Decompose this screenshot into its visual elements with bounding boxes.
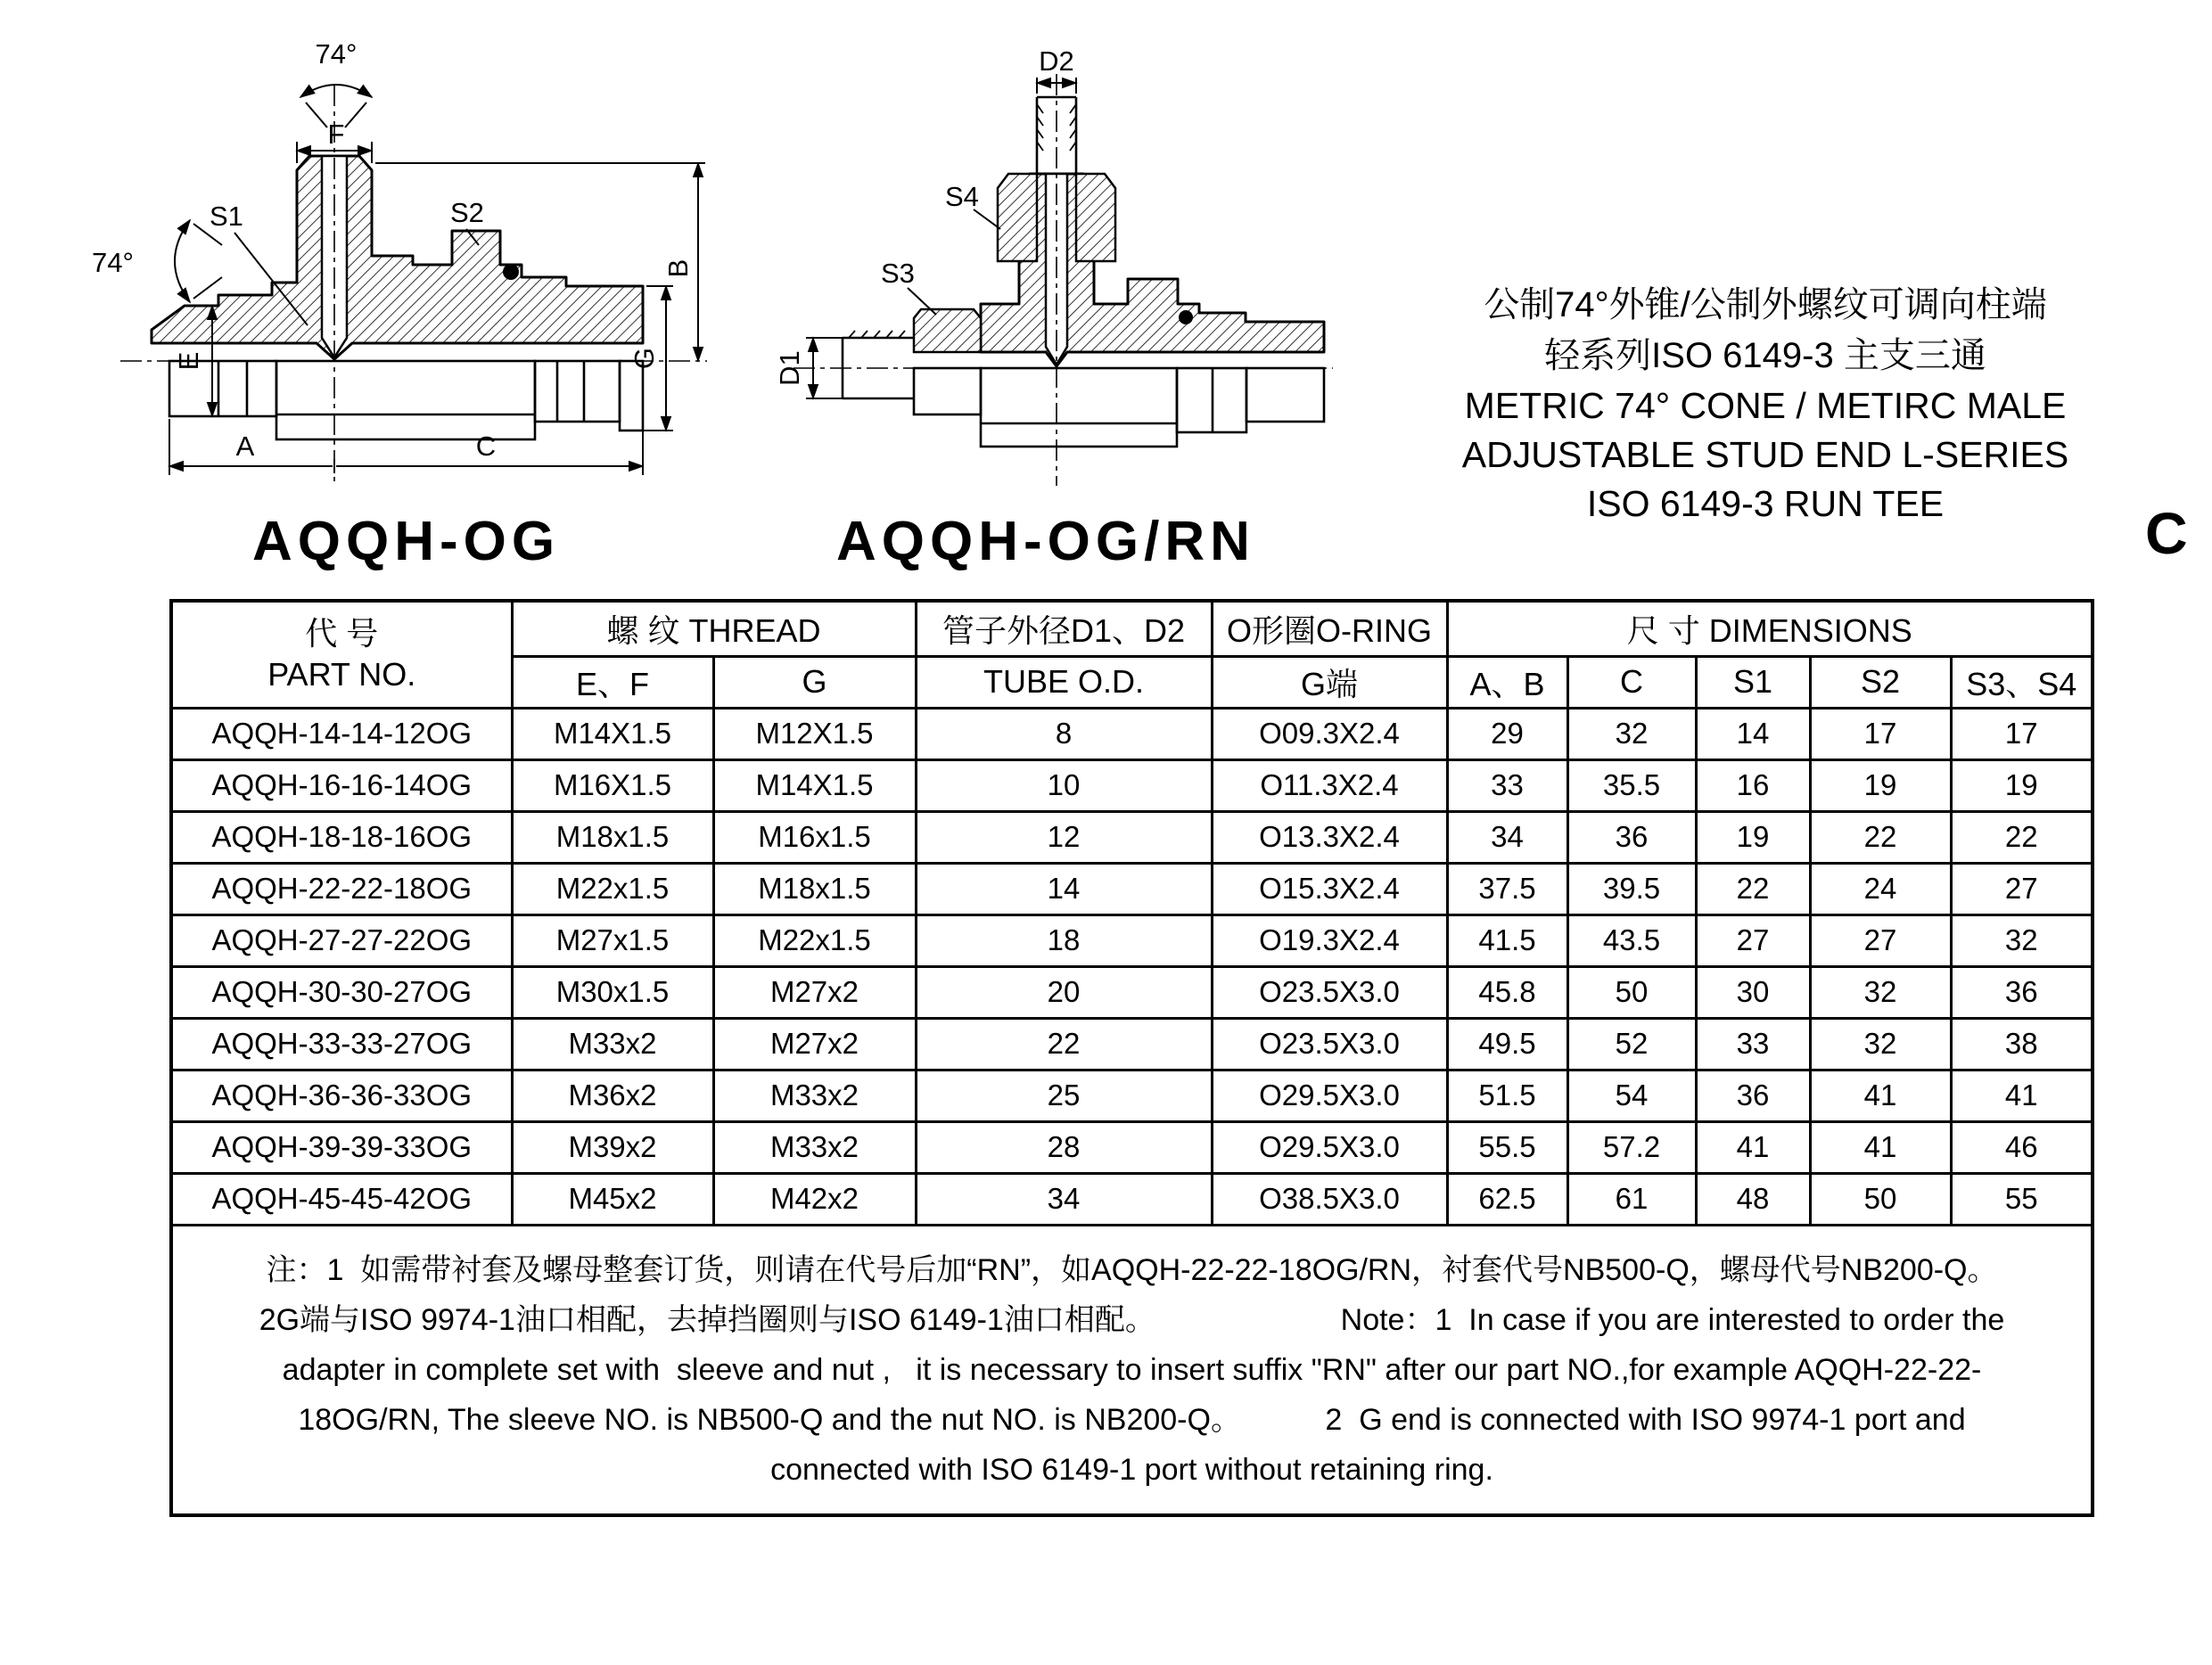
table-cell: 57.2	[1567, 1121, 1696, 1173]
table-cell: O13.3X2.4	[1212, 811, 1447, 863]
table-cell: AQQH-18-18-16OG	[171, 811, 512, 863]
table-cell: 41	[1696, 1121, 1810, 1173]
table-cell: 36	[1951, 966, 2093, 1018]
table-cell: AQQH-36-36-33OG	[171, 1070, 512, 1121]
table-row	[171, 915, 2093, 966]
table-row	[171, 1018, 2093, 1070]
dim-g-label: G	[629, 347, 660, 370]
table-cell: 51.5	[1447, 1070, 1567, 1121]
table-cell: 22	[1810, 811, 1951, 863]
table-row	[171, 1070, 2093, 1121]
note-line: connected with ISO 6149-1 port without retaining ring.	[770, 1452, 1493, 1487]
notes-block	[171, 1225, 2093, 1515]
table-row	[171, 708, 2093, 759]
dim-s1-label: S1	[210, 201, 243, 232]
table-cell: 29	[1447, 708, 1567, 759]
table-cell: 45.8	[1447, 966, 1567, 1018]
header-part-no	[171, 601, 512, 708]
table-cell: 14	[1696, 708, 1810, 759]
title-en-line3: ISO 6149-3 RUN TEE	[1586, 483, 1945, 524]
header-ab: A、B	[1447, 656, 1567, 708]
table-cell: 41	[1810, 1070, 1951, 1121]
dim-c-label: C	[475, 431, 497, 462]
dim-f-label: F	[327, 119, 345, 150]
table-row	[171, 811, 2093, 863]
table-cell: 27	[1951, 863, 2093, 915]
table-cell: M30x1.5	[512, 966, 713, 1018]
table-cell: 22	[916, 1018, 1212, 1070]
spec-table	[169, 599, 2094, 1517]
table-cell: 50	[1810, 1173, 1951, 1225]
table-cell: M14X1.5	[512, 708, 713, 759]
table-cell: 19	[1951, 759, 2093, 811]
table-cell: 30	[1696, 966, 1810, 1018]
header-dimensions: 尺 寸 DIMENSIONS	[1447, 601, 2093, 656]
table-cell: O23.5X3.0	[1212, 966, 1447, 1018]
note-line: 2G端与ISO 9974-1油口相配，去掉挡圈则与ISO 6149-1油口相配。 Note：1 In case if you are interested to order the	[259, 1302, 2005, 1337]
table-cell: 50	[1567, 966, 1696, 1018]
table-cell: 22	[1696, 863, 1810, 915]
o-ring-dot	[1179, 310, 1193, 324]
table-cell: M16x1.5	[713, 811, 916, 863]
table-cell: 19	[1810, 759, 1951, 811]
table-cell: M45x2	[512, 1173, 713, 1225]
table-cell: 32	[1810, 1018, 1951, 1070]
table-cell: AQQH-30-30-27OG	[171, 966, 512, 1018]
table-cell: 52	[1567, 1018, 1696, 1070]
title-en-line1: METRIC 74° CONE / METIRC MALE	[1464, 385, 2067, 426]
header-part-no-zh: 代 号	[305, 615, 379, 652]
table-cell: 28	[916, 1121, 1212, 1173]
table-cell: 36	[1567, 811, 1696, 863]
dim-e-label: E	[173, 351, 204, 371]
table-cell: 38	[1951, 1018, 2093, 1070]
table-cell: 27	[1696, 915, 1810, 966]
table-cell: 32	[1567, 708, 1696, 759]
table-cell: 24	[1810, 863, 1951, 915]
table-cell: AQQH-16-16-14OG	[171, 759, 512, 811]
table-cell: 39.5	[1567, 863, 1696, 915]
header-ef: E、F	[512, 656, 713, 708]
table-cell: AQQH-45-45-42OG	[171, 1173, 512, 1225]
table-cell: AQQH-14-14-12OG	[171, 708, 512, 759]
table-cell: 55.5	[1447, 1121, 1567, 1173]
table-row	[171, 759, 2093, 811]
header-s1: S1	[1696, 656, 1810, 708]
table-cell: M18x1.5	[713, 863, 916, 915]
table-cell: 18	[916, 915, 1212, 966]
dim-d1-label: D1	[774, 350, 805, 386]
dim-d2-label: D2	[1039, 45, 1074, 77]
table-row	[171, 863, 2093, 915]
table-cell: 32	[1810, 966, 1951, 1018]
table-cell: 17	[1951, 708, 2093, 759]
table-cell: 46	[1951, 1121, 2093, 1173]
table-cell: O15.3X2.4	[1212, 863, 1447, 915]
header-s2: S2	[1810, 656, 1951, 708]
table-cell: 41	[1951, 1070, 2093, 1121]
header-c: C	[1567, 656, 1696, 708]
table-cell: 41	[1810, 1121, 1951, 1173]
table-cell: M42x2	[713, 1173, 916, 1225]
table-row	[171, 1173, 2093, 1225]
table-cell: 43.5	[1567, 915, 1696, 966]
header-tube-od-en: TUBE O.D.	[916, 656, 1212, 708]
table-cell: 37.5	[1447, 863, 1567, 915]
header-o-ring: O形圈O-RING	[1212, 601, 1447, 656]
header-s3s4: S3、S4	[1951, 656, 2093, 708]
table-cell: 8	[916, 708, 1212, 759]
table-cell: M16X1.5	[512, 759, 713, 811]
figure-caption-right: AQQH-OG/RN	[836, 511, 1255, 572]
table-cell: M22x1.5	[713, 915, 916, 966]
table-cell: O11.3X2.4	[1212, 759, 1447, 811]
figure-caption-left: AQQH-OG	[252, 511, 561, 572]
diagram-aqqh-og-rn	[767, 40, 1337, 517]
table-cell: 12	[916, 811, 1212, 863]
table-cell: O19.3X2.4	[1212, 915, 1447, 966]
table-cell: 35.5	[1567, 759, 1696, 811]
nut-s4-left	[998, 174, 1037, 261]
dim-a-label: A	[235, 431, 255, 462]
title-zh-line2: 轻系列ISO 6149-3 主支三通	[1544, 336, 1986, 375]
note-line: adapter in complete set with sleeve and nut , it is necessary to insert suffix "RN" after our part NO.,for example AQQH-22-22-	[282, 1352, 1982, 1387]
lower-outline	[914, 368, 1324, 447]
section-letter: C	[2145, 500, 2188, 566]
table-cell: 62.5	[1447, 1173, 1567, 1225]
table-cell: 49.5	[1447, 1018, 1567, 1070]
table-cell: AQQH-27-27-22OG	[171, 915, 512, 966]
table-cell: M33x2	[713, 1121, 916, 1173]
table-cell: M27x1.5	[512, 915, 713, 966]
diagram-aqqh-og	[85, 31, 709, 517]
table-cell: 36	[1696, 1070, 1810, 1121]
title-en-line2: ADJUSTABLE STUD END L-SERIES	[1461, 434, 2069, 475]
table-cell: M33x2	[713, 1070, 916, 1121]
header-g-end: G端	[1212, 656, 1447, 708]
table-cell: 33	[1447, 759, 1567, 811]
header-part-no-en: PART NO.	[267, 656, 416, 693]
dim-s4-label: S4	[945, 181, 979, 212]
table-body	[171, 708, 2093, 1225]
table-cell: M27x2	[713, 966, 916, 1018]
table-cell: AQQH-33-33-27OG	[171, 1018, 512, 1070]
table-cell: 48	[1696, 1173, 1810, 1225]
table-cell: O29.5X3.0	[1212, 1070, 1447, 1121]
table-cell: 17	[1810, 708, 1951, 759]
table-cell: AQQH-22-22-18OG	[171, 863, 512, 915]
table-cell: 32	[1951, 915, 2093, 966]
table-cell: M14X1.5	[713, 759, 916, 811]
dim-s3-label: S3	[881, 258, 915, 289]
note-line: 注：1 如需带衬套及螺母整套订货，则请在代号后加“RN”，如AQQH-22-22-18OG/RN，衬套代号NB500-Q，螺母代号NB200-Q。	[266, 1252, 1998, 1287]
dim-b-label: B	[662, 258, 694, 278]
o-ring-dot	[503, 264, 519, 280]
table-cell: 22	[1951, 811, 2093, 863]
table-cell: 41.5	[1447, 915, 1567, 966]
header-thread: 螺 纹 THREAD	[512, 601, 916, 656]
table-row	[171, 966, 2093, 1018]
table-cell: M22x1.5	[512, 863, 713, 915]
table-cell: 16	[1696, 759, 1810, 811]
angle-top-label: 74°	[315, 38, 358, 70]
table-cell: 55	[1951, 1173, 2093, 1225]
title-block	[1395, 280, 2135, 529]
table-cell: 54	[1567, 1070, 1696, 1121]
table-cell: 19	[1696, 811, 1810, 863]
table-cell: O23.5X3.0	[1212, 1018, 1447, 1070]
table-cell: 33	[1696, 1018, 1810, 1070]
table-cell: 27	[1810, 915, 1951, 966]
table-cell: M33x2	[512, 1018, 713, 1070]
table-cell: O29.5X3.0	[1212, 1121, 1447, 1173]
nut-s3	[914, 309, 981, 352]
table-cell: M18x1.5	[512, 811, 713, 863]
table-cell: M39x2	[512, 1121, 713, 1173]
table-cell: AQQH-39-39-33OG	[171, 1121, 512, 1173]
table-cell: 61	[1567, 1173, 1696, 1225]
table-cell: 14	[916, 863, 1212, 915]
tee-section-hatched	[152, 156, 643, 359]
table-cell: O09.3X2.4	[1212, 708, 1447, 759]
table-row	[171, 1121, 2093, 1173]
table-cell: M36x2	[512, 1070, 713, 1121]
table-cell: M12X1.5	[713, 708, 916, 759]
note-line: 18OG/RN, The sleeve NO. is NB500-Q and the nut NO. is NB200-Q。 2 G end is connected with ISO 9974-1 port and	[298, 1402, 1966, 1437]
table-cell: 20	[916, 966, 1212, 1018]
lower-outline	[169, 361, 643, 439]
header-g: G	[713, 656, 916, 708]
table-cell: 34	[916, 1173, 1212, 1225]
table-cell: 34	[1447, 811, 1567, 863]
table-cell: 25	[916, 1070, 1212, 1121]
title-zh-line1: 公制74°外锥/公制外螺纹可调向柱端	[1484, 285, 2047, 324]
table-cell: 10	[916, 759, 1212, 811]
table-cell: O38.5X3.0	[1212, 1173, 1447, 1225]
angle-left-label: 74°	[92, 247, 134, 278]
table-header	[171, 601, 2093, 708]
dim-s2-label: S2	[450, 197, 484, 228]
table-cell: M27x2	[713, 1018, 916, 1070]
nut-s4-right	[1076, 174, 1115, 261]
header-tube-od-zh: 管子外径D1、D2	[916, 601, 1212, 656]
